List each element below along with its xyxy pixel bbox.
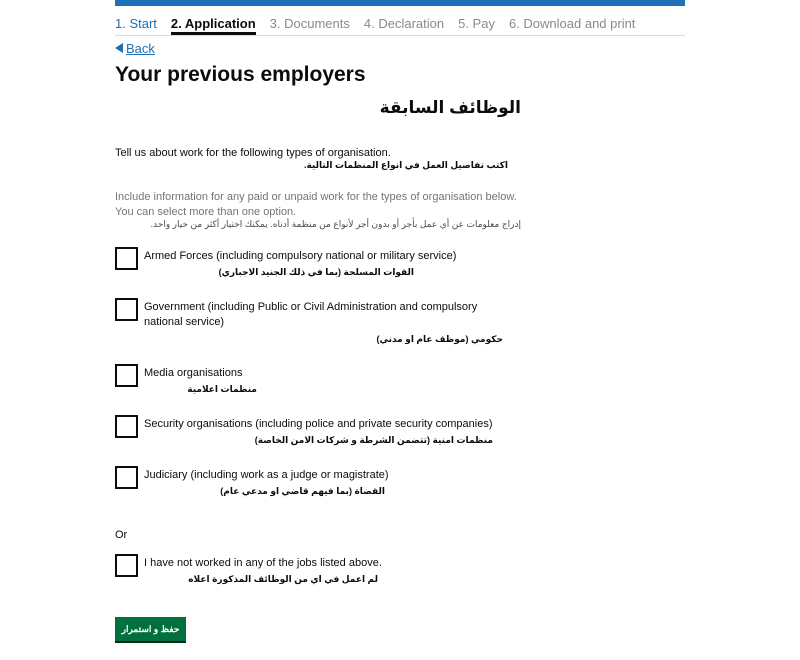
save-continue-button[interactable]: حفظ و استمرار (115, 617, 186, 641)
option-label-arabic: حكومي (موظف عام او مدني) (376, 334, 503, 344)
step-documents: 3. Documents (269, 16, 350, 31)
hint-text (115, 190, 535, 220)
intro-text-arabic: اكتب تفاصيل العمل في انواع المنظمات التالية. (303, 160, 508, 170)
option-label[interactable]: Judiciary (including work as a judge or magistrate) (144, 469, 389, 481)
back-arrow-icon (115, 43, 123, 53)
checkbox-armed-forces[interactable] (115, 247, 138, 270)
hint-line-2: You can select more than one option. (115, 206, 297, 218)
top-accent-bar (115, 0, 685, 6)
option-label[interactable]: I have not worked in any of the jobs listed above. (144, 557, 382, 569)
or-separator: Or (115, 529, 128, 541)
checkbox-security[interactable] (115, 415, 138, 438)
step-declaration: 4. Declaration (363, 16, 445, 31)
step-application[interactable]: 2. Application (171, 14, 256, 35)
step-download-print: 6. Download and print (508, 16, 636, 31)
option-label[interactable]: Media organisations (144, 367, 243, 379)
checkbox-government[interactable] (115, 298, 138, 321)
option-label-arabic: لم اعمل في اي من الوظائف المذكورة اعلاه (188, 574, 378, 584)
checkbox-media[interactable] (115, 364, 138, 387)
option-label-arabic: القضاة (بما فيهم قاضي او مدعي عام) (220, 486, 385, 496)
option-label[interactable]: Armed Forces (including compulsory national or military service) (144, 250, 457, 262)
option-label-arabic: القوات المسلحة (بما في ذلك الجنيد الاجباري) (218, 267, 414, 277)
hint-text-arabic: إدراج معلومات عن أي عمل بأجر أو بدون أجر لأنواع من منظمة أدناه. يمكنك اختيار أكثر من خيار واحد. (150, 219, 521, 229)
option-label-arabic: منظمات امنية (تتضمن الشرطة و شركات الامن الخاصة) (254, 435, 493, 445)
page-title-arabic: الوظائف السابقة (379, 98, 521, 117)
page-title: Your previous employers (115, 63, 366, 86)
option-label[interactable]: Security organisations (including police and private security companies) (144, 418, 493, 430)
option-label-arabic: منظمات اعلامية (187, 384, 257, 394)
step-pay: 5. Pay (458, 16, 495, 31)
step-start[interactable]: 1. Start (115, 16, 157, 31)
back-link[interactable] (115, 41, 155, 56)
step-navigation (115, 14, 685, 36)
hint-line-1: Include information for any paid or unpaid work for the types of organisation below. (115, 191, 517, 203)
intro-text: Tell us about work for the following types of organisation. (115, 147, 391, 159)
back-label: Back (126, 41, 155, 56)
option-label[interactable]: Government (including Public or Civil Administration and compulsory national service) (144, 301, 478, 328)
checkbox-none[interactable] (115, 554, 138, 577)
checkbox-judiciary[interactable] (115, 466, 138, 489)
